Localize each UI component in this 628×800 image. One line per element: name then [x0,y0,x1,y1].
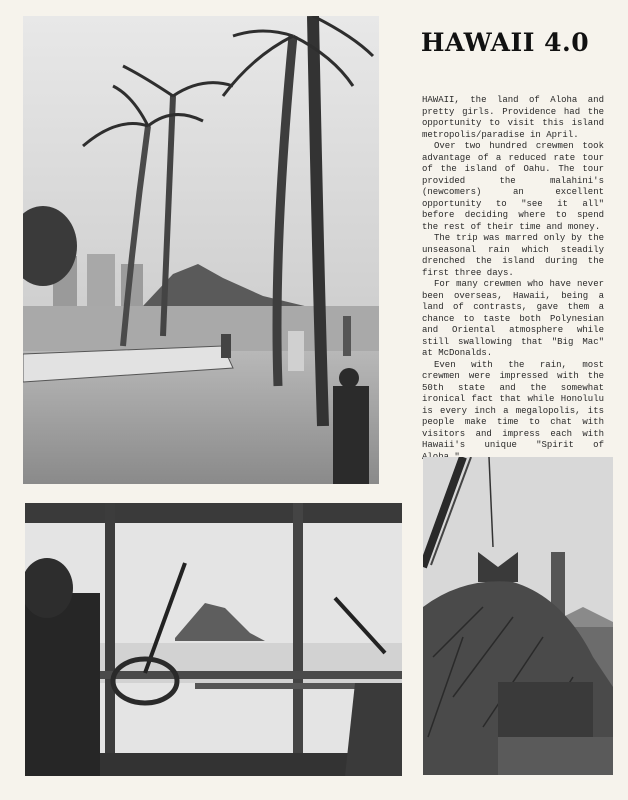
article-title: HAWAII 4.0 [420,28,590,57]
article-paragraph: Over two hundred crewmen took advantage of a reduced rate tour of the island of Oahu. The tour provided the malahini's (newcomers) an excellent opportunity to "see it all" before deciding where to spend the rest of their time and money. [422,141,604,232]
article-paragraph: The trip was marred only by the unseasonal rain which steadily drenched the island during the first three days. [422,233,604,278]
article-paragraph: HAWAII, the land of Aloha and pretty girls. Providence had the opportunity to visit this island metropolis/paradise in April. [422,95,604,140]
beach-palm-photo [23,16,379,484]
sugar-mill-photo [423,457,613,775]
bus-window-photo [25,503,402,776]
article-body [422,95,604,463]
article-paragraph: Even with the rain, most crewmen were impressed with the 50th state and the somewhat ironical fact that while Honolulu is every inch a megalopolis, its people make time to chat with visitors and impress each with Hawaii's unique "Spirit of [422,359,604,450]
article-paragraph: For many crewmen who have never been overseas, Hawaii, being a land of contrasts, gave them a chance to taste both Polynesian and Oriental atmosphere while still swallowing that "Big Mac" at McDonalds. [422,279,604,358]
